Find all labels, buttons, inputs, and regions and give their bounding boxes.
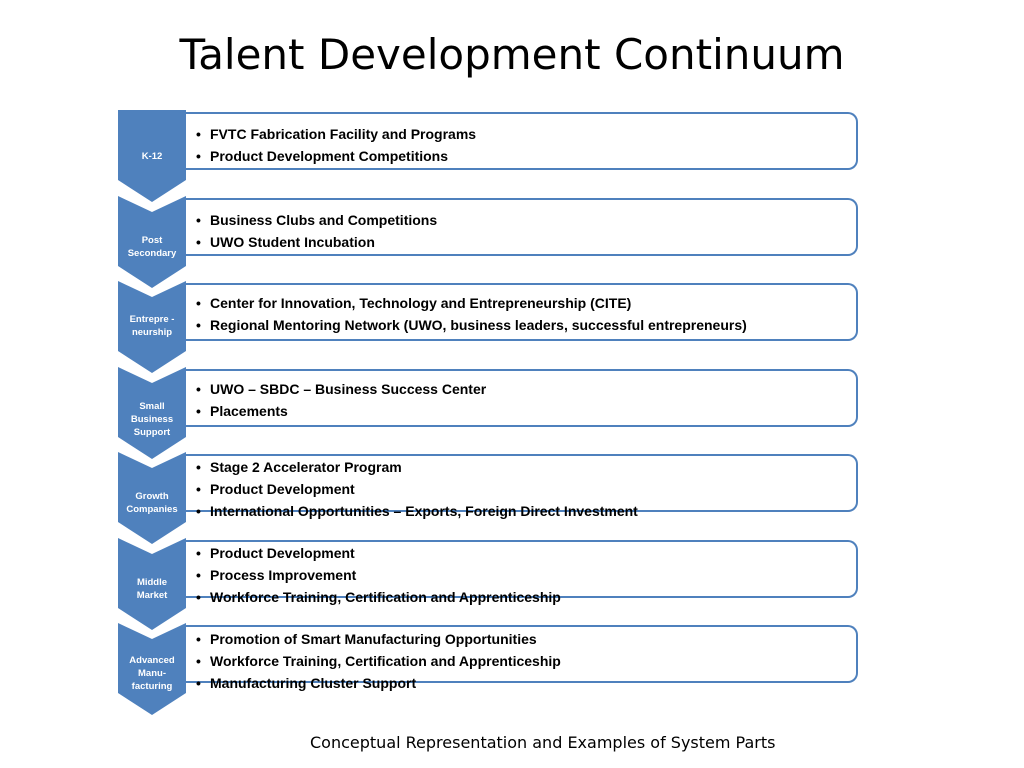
stage-chevron [118,538,186,634]
example-item [196,500,638,522]
stage-label-line: Manu- [138,668,166,679]
stage-chevron [118,623,186,719]
bullet-icon: • [196,631,201,647]
stage-row [0,452,1024,548]
examples-list [196,542,561,608]
stage-label-line: Middle [136,576,168,588]
stage-examples-box [186,283,858,341]
stage-row [0,367,1024,463]
bullet-icon: • [196,126,201,142]
stage-label-line: Companies [126,504,178,515]
example-text: FVTC Fabrication Facility and Programs [210,126,477,142]
examples-list [196,123,476,167]
stage-label [118,490,186,516]
stage-chevron [118,110,186,206]
examples-list [196,628,561,694]
bullet-icon: • [196,675,201,691]
example-item [196,478,638,500]
example-item [196,123,476,145]
bullet-icon: • [196,566,201,583]
bullet-icon: • [196,588,201,605]
examples-list [196,378,486,422]
example-item [196,314,747,336]
example-item [196,145,476,167]
bullet-icon: • [196,211,201,228]
example-text: Product Development Competitions [210,148,449,164]
bullet-icon: • [196,481,201,497]
examples-list [196,292,747,336]
stage-label [118,150,186,163]
example-text: UWO Student Incubation [210,233,375,250]
example-text: Process Improvement [210,566,357,583]
stage-chevron [118,196,186,292]
stage-label-line: Support [133,426,171,438]
example-text: Product Development [210,544,355,561]
example-item [196,586,561,608]
stage-label-line: Secondary [127,247,177,259]
stage-chevron [118,281,186,377]
example-item [196,231,437,253]
example-item [196,292,747,314]
slide-title: Talent Development Continuum [179,30,845,79]
example-text: Center for Innovation, Technology and Entrepreneurship (CITE) [210,295,632,311]
example-item [196,650,561,672]
stage-label-line: Entrepre - [129,314,175,325]
stage-examples-box [186,198,858,256]
example-text: Placements [210,402,288,419]
stage-row [0,281,1024,377]
example-item [196,672,561,694]
slide-caption: Conceptual Representation and Examples of System Parts [310,733,776,752]
stage-examples-box [186,540,858,605]
example-item [196,400,486,422]
stage-label-line: Market [136,589,168,601]
bullet-icon: • [196,317,201,333]
bullet-icon: • [196,402,201,419]
stage-label [118,576,186,602]
example-item [196,628,561,650]
bullet-icon: • [196,295,201,311]
stage-label [118,400,186,439]
stage-label [118,234,186,260]
stage-examples-box [186,112,858,170]
example-item [196,378,486,400]
examples-list [196,209,437,253]
example-item [196,209,437,231]
example-text: Manufacturing Cluster Support [210,675,417,691]
example-text: Product Development [210,481,355,497]
stage-row [0,110,1024,206]
example-text: Business Clubs and Competitions [210,211,438,228]
bullet-icon: • [196,503,201,519]
examples-list [196,456,638,522]
example-item [196,542,561,564]
stage-label-line: K-12 [141,151,163,162]
stage-examples-box [186,625,858,691]
stage-label [118,654,186,693]
example-text: UWO – SBDC – Business Success Center [210,380,487,397]
bullet-icon: • [196,233,201,250]
example-text: Workforce Training, Certification and Apprenticeship [210,653,561,669]
stage-examples-box [186,454,858,519]
stage-label [118,313,186,339]
stage-label-line: Advanced [129,655,175,666]
example-text: Regional Mentoring Network (UWO, business leaders, successful entrepreneurs) [210,317,747,333]
stage-row [0,538,1024,634]
stage-chevron [118,367,186,463]
stage-label-line: neurship [131,327,173,338]
stage-label-line: Post [141,234,163,246]
bullet-icon: • [196,380,201,397]
bullet-icon: • [196,544,201,561]
stage-label-line: facturing [131,681,173,692]
stage-label-line: Small [139,400,165,412]
example-text: Promotion of Smart Manufacturing Opportunities [210,631,537,647]
bullet-icon: • [196,653,201,669]
example-item [196,456,638,478]
stage-chevron [118,452,186,548]
bullet-icon: • [196,148,201,164]
example-text: Stage 2 Accelerator Program [210,459,402,475]
stage-row [0,623,1024,719]
example-text: Workforce Training, Certification and Apprenticeship [210,588,561,605]
example-item [196,564,561,586]
stage-row [0,196,1024,292]
example-text: International Opportunities – Exports, Foreign Direct Investment [210,503,638,519]
stage-label-line: Business [130,413,174,425]
stage-examples-box [186,369,858,427]
stage-label-line: Growth [135,491,169,502]
bullet-icon: • [196,459,201,475]
